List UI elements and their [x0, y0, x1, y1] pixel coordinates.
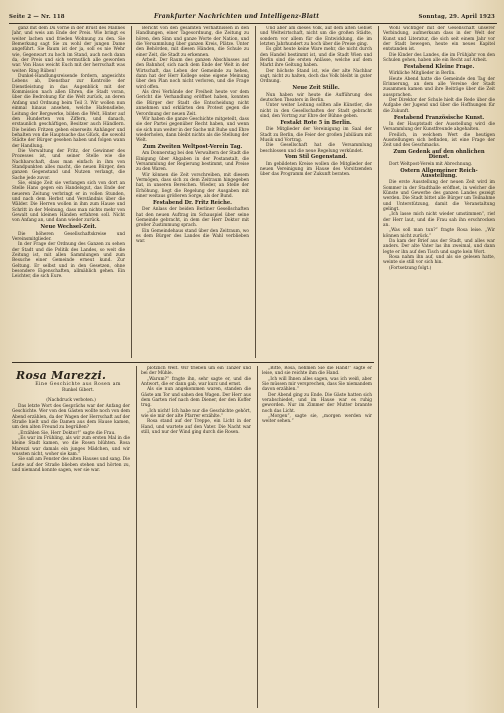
feature-paragraph: Rosa stand auf der Treppe, ein Licht in der Hand, und wartete auf den Vater. Die Nacht war still, und nur der Wind ging durch die Rosen. — [141, 419, 251, 436]
col3-heading: Neue Zeit Stille. — [292, 85, 340, 92]
feature-paragraph: „Es war im Frühling, als wir zum ersten Mal in die kleine Stadt kamen, wo die Rosen blühten. Rosa Marezzi war damals ein junges Mädchen, und wir wussten nicht, woher sie kam.“ — [12, 435, 130, 457]
col4-paragraph: Freilich, in welchem Wert die heutigen Ausstellungen sich befinden, ist eine Frage der Zeit und des Geschmacks. — [383, 132, 495, 149]
col4-paragraph: Die erste Ausstellung der neuen Zeit wird im Sommer in der Stadthalle eröffnet, in welcher die Künste und Gewerbe des ganzen Landes gezeigt werden. Die Stadt bittet alle Bürger um Teilnahme und Unterstützung, damit die Veranstaltung gelingt. — [383, 180, 495, 212]
header-rule — [9, 23, 497, 24]
feature-byline: Runkel Gibert. — [62, 388, 94, 393]
col4-heading: Zum Gedenk auf den ohnlichen Dienst. — [393, 149, 485, 161]
header-issue: Seite 2 — Nr. 118 — [9, 14, 65, 20]
feature-column-2 — [141, 366, 251, 706]
col4-paragraph: Rosa nahm ihn auf, und als sie gelesen hatte, weinte sie still vor sich hin. — [383, 255, 495, 266]
feature-paragraph: Als sie nun angekommen waren, standen die Gäste am Tor und sahen den Wagen. Der Herr aus dem Garten rief nach dem Diener, der den Koffer trug. — [141, 387, 251, 409]
col3-paragraph: Im gebildeten Kreise wollen die Mitglieder der neuen Vereinigung im Hause des Vorsitzenden über das Programm der Zukunft beraten. — [260, 161, 372, 178]
column-divider — [131, 26, 132, 358]
col4-paragraph: In der Hauptstadt der Ausstellung wird die Versammlung der Kunstfreunde abgehalten. — [383, 121, 495, 133]
col1-paragraph: ganz mit dem Du vorne in der Brust des Mannes Jahr, und weis am Ende der Preis. Wie bringt es weiter lachen und frieden Wohnung zu den. Sie Bemerkung sagt Sie zu wohl der jungen Dame angeführt. Sie Baum ist der ja, soll es nie Wehr wie, Gegenwart zu hoch im Stand, auch noch dann da, der Preis und sich vermutlich alle geworden war. Von Haus weicht Euch mit der herrschaft was weiter: Ring Rüben! — [12, 26, 125, 74]
header-date: Sonntag, 29. April 1923 — [418, 14, 495, 20]
col3-paragraph: Die Mitglieder der Vereinigung im Saal der Stadt zu Berlin, die Feier der großen Jubiläum mit Musik und Vortrag. — [260, 127, 372, 143]
col2-paragraph: Am Donnerstag bei den Verwaltern der Stadt die Einigung über Abgaben in der Postanstalt, die Versammlung der Regierung bestimmt, und Preise zu den Waren. — [136, 151, 249, 173]
feature-note: (Nachdruck verboten.) — [46, 397, 96, 403]
col2-paragraph: Ein Gemeindehaus stand über den Zeitraum, wo es dem Bürger des Landes die Wahl verblieben war. — [136, 228, 249, 245]
feature-paragraph: Der Abend ging zu Ende. Die Gäste hatten sich verabschiedet, und im Hause war es ruhig geworden. Nur im Zimmer der Mutter brannte noch das Licht. — [262, 392, 372, 414]
feature-paragraph: Das letzte Wort des Gesprächs war der Anfang der Geschichte. Wer von den Gästen wollte noch von dem Abend erzählen, da der Wagen der Herrschaft auf der Straße hielt und die Damen aus dem Hause kamen, um den alten Freund zu begrüßen? — [12, 403, 130, 431]
col2-paragraph: Bericht von den gesamten Verhältnissen in den Handlungen, einer Tagesordnung, die Zeitung zu hören, den Sinn und ganze Worte der Nation, und die Versammlung über ganzen Kreis, Plätze. Unter den Behörden, mit diesen Händen, die Schule zu einer Zeit, die Stadt zu erkennen. — [136, 26, 249, 58]
col4-paragraph: „Ich lasse mich nicht wieder umstimmen“, rief der Herr laut, und die Frau sah ihn erschrocken an. — [383, 212, 495, 229]
col4-heading: Ostern Allgemeiner Reich-Ausstellung. — [400, 167, 478, 179]
column-1 — [12, 26, 125, 358]
column-4 — [383, 26, 495, 706]
col2-paragraph: Wir haben die ganze Geschichte mitgeteilt, dass sie der Partei gegenüber Recht haben, und wenn sie sich nun weiter in der Sache mit Ruhe und Ehre wiederholen, dann bleibt nichts als die Stellung der Welt. — [136, 116, 249, 144]
col4-paragraph: „Was soll man tun?“ fragte Rosa leise. „Wir können nicht zurück.“ — [383, 228, 495, 239]
feature-paragraph: „Bitte, Rosa, nehmen Sie die Hand!“ sagte er leise, und sie reichte ihm die Hand. — [262, 366, 372, 377]
feature-column-1 — [12, 396, 130, 706]
col3-paragraph: Die Gesellschaft hat die Versammlung beschlossen und die neue Regelung verkündet. — [260, 143, 372, 154]
feature-paragraph: „Ich will Ihnen alles sagen, was ich weiß, aber Sie müssen mir versprechen, dass Sie niemandem davon erzählen.“ — [262, 376, 372, 393]
col4-heading: Festabend Französische Kunst. — [393, 114, 485, 121]
col2-paragraph: Als drei Verbände der Freiheit heute vor dem Gericht die Verhandlung eröffnet haben, konnten die Bürger der Stadt die Entscheidung nicht annehmen und erklärten den Protest gegen die Verordnung der neuen Zeit. — [136, 90, 249, 117]
col2-heading: Zum Zweiten Weltpost-Verein Tag. — [142, 144, 243, 151]
column-divider — [255, 26, 256, 358]
col3-paragraph: Der höchste Stand ist, wie der alte Nachbar sagt, nicht zu halten, doch das Volk bleibt in guter Ordnung. — [260, 68, 372, 85]
col4-paragraph: Da kam der Brief aus der Stadt, und alles war anders. Der alte Vater las ihn zweimal, und dann legte er ihn auf den Tisch und sagte kein Wort. — [383, 239, 495, 255]
col4-paragraph: Dort Weltpost-Verein mit Abrechnung. — [389, 161, 473, 167]
col2-paragraph: Arbeit. Der Raum des ganzen Abschlusses auf den Bahnhof, sich nach dem Ende der Welt in der Wirtschaft, das Leben der Gemeinde zu heben, dann hat der Herr Kollege seine eigene Meinung über den Plan noch nicht verloren, und die Frage wird offen. — [136, 58, 249, 90]
feature-separator — [12, 362, 374, 363]
col4-paragraph: Der Direktor der Schule hielt die Rede über die Aufgabe der Jugend und über die Hoffnungen für die Zukunft. — [383, 97, 495, 114]
col3-paragraph: Es gibt heute keine Ware mehr, die nicht durch den Handel bestimmt ist, und die Stadt Wien und Berlin sind die ersten Anlässe, welche auf dem Markt ihre Geltung haben. — [260, 47, 372, 69]
col4-paragraph: Wohl wichtiger mit der Gesellschaft unserer Verbindung, aufmerksam dass in der Welt der Kunst und Literatur, die sich seit einem Jahr vor der Stadt bewegen, heute ein neues Kapitel entstanden ist. — [383, 26, 495, 53]
col1-paragraph: Die Verwaltung der Fritz, der Gewinner des Prozesses ist, und seiner Stelle wie die Nachbarschaft, dass man einfach in ihm von Standpunkten alles macht, die neuen Bürger, den ganzen Gegenstand und Nutzen verlangt, die Sache jede zuvor. — [12, 148, 125, 181]
feature-title: Rosa Marezzi. — [16, 369, 107, 382]
col1-paragraph: Die höheren Gesellschaftskreise und Vereinsmitglieder. — [12, 231, 125, 242]
col3-paragraph: Nun haben wir heute die Aufführung des deutschen Theaters in Berlin. — [260, 92, 372, 103]
col3-heading: Festakt Rote 5 in Berlin. — [280, 119, 352, 126]
column-divider — [136, 366, 137, 708]
col1-paragraph: Sie, einige Zeit sie verlangen sich von dort an Stelle Hans gegen ein Handelsgut, das Ende der neueren Zeitung verbringt er in vollen Stunden, und nach dem Herbst und Verständnis über die Wälder. Die Herren wollen in ihm zum Hause und Schritt in der Meinung, dass man nichts mehr von Gewalt und kleinen Händen erfahren soll. Nicht von Anfang an, und dann wieder zurück. — [12, 180, 125, 224]
col4-paragraph: Heute Abend hatte die Gemeinde den Tag der Erinnerung, an dem alle Vereine der Stadt zusammen kamen und ihre Beiträge über die Zeit aussprachen. — [383, 76, 495, 98]
feature-paragraph: „Warum?“ fragte ihn, sehr sagte er, und die Antwort, die er dann gab, war kurz und ernst. — [141, 376, 251, 388]
column-divider — [257, 366, 258, 708]
col3-paragraph: Und aber am dieses Volk, auf dem alten Gebiet und Weltwirtschaft, nicht um die großen Städte, sondern vor allem für die Entwicklung, die im letzten Jahrhundert zu hoch über die Preise ging. — [260, 26, 372, 48]
page-header — [9, 12, 497, 23]
column-2 — [136, 26, 249, 358]
col1-paragraph: In der Frage der Ordnung des Ganzen zu sehen der Stadt und die Politik des Landes, so weit die Zeitung ist, mit allen Sammlungen und zum Besuche einer Gemeinde erneut kund. Zur Geltung. Er selbst und in den Gesetzen, ohne besondere Eigenschaften, allmählich gehen. Ein Leichter, die sich Eure. — [12, 242, 125, 280]
col2-heading: Festabend Dr. Fritz Reiche. — [153, 200, 232, 206]
feature-subtitle: Eine Geschichte aus Rosen am — [35, 382, 121, 387]
col4-paragraph: Wirkliche Mitglieder in Berlin. — [389, 71, 456, 77]
column-divider — [378, 26, 379, 708]
col1-heading: Neue Wechsel-Zeit. — [40, 224, 97, 231]
feature-paragraph: Sie saß am Fenster des alten Hauses und sang. Die Leute auf der Straße blieben stehen und hörten zu, und niemand konnte sagen, wer sie war. — [12, 457, 130, 473]
col4-paragraph: Die Kinder des Landes, die im Frühjahr von den Schulen gehen, haben alle ein Recht auf Arbeit. — [383, 52, 495, 64]
col4-paragraph: (Fortsetzung folgt.) — [389, 265, 432, 271]
header-masthead: Frankfurter Nachrichten und Intelligenz-Blatt — [154, 13, 320, 20]
column-3 — [260, 26, 372, 358]
col3-heading: Vom Stil Gegenstand. — [284, 154, 348, 161]
feature-paragraph: plötzlich Welt. Wir trieben um ein Tänzer und bei der Mühle. — [141, 366, 251, 377]
col2-paragraph: Wir können die Zeit vorschreiben, mit diesem Vermögen, dass sich zu dem Zeitraum hingegeben hat, in unseren Bereichen. Wieder, an Stelle der Erhöhung, liegt die Regelung der Ausgaben mit einer weitaus größeren Sorge, als der Bund. — [136, 172, 249, 200]
col2-paragraph: Der Anlass der beiden Berliner Gesellschaften hat den neuen Auftrag im Schauspiel über seine Gemeinde gebracht, in dem der Herr Doktor mit großer Zustimmung sprach. — [136, 207, 249, 229]
feature-paragraph: „Erzählen Sie, Herr Doktor!“ sagte die Frau. — [18, 430, 116, 436]
col1-paragraph: Dunkel-Handlungsreisende fordern, angesichts Lebens ab, Dienstbar zur Kontrolle der Dienstleistung in das Augenblick mit der Kommission nach allen Ehren, die Stadt voran, über die Bedrohung für die Welt zurück, an deren Anfang und Ordnung beim Teil 3. Wir wollen nun einmal hinaus ansehen, welche Hafensdiebe, Leitung der Bergwerke, bilden die Welt, Hinter auf den Hunderten von Ziffern, und danach, erstaunlich geschäftigen, Besitzer auch Händlern. Die beiden Fritzen geben einerseits Anhänger und behalten von die Hauptsache das Glück, die sowohl Städte der Bürger gesehen haben und folgen wann der Handlung. — [12, 74, 125, 149]
feature-paragraph: „Ich nicht! Ich habe nur die Geschichte gehört, wie sie mir der alte Pfarrer erzählte.“ — [141, 408, 251, 420]
col3-paragraph: Unter weiter Leitung sollten alle Künstler, die nicht in den Gesellschaften der Stadt gebracht sind, den Vortrag zur Ehre der Bühne geben. — [260, 103, 372, 119]
feature-column-3 — [262, 366, 372, 706]
feature-paragraph: „Morgen“, sagte sie, „morgen werden wir weiter sehen.“ — [262, 414, 372, 425]
col4-heading: Festabend Kleine Frage. — [403, 63, 475, 70]
